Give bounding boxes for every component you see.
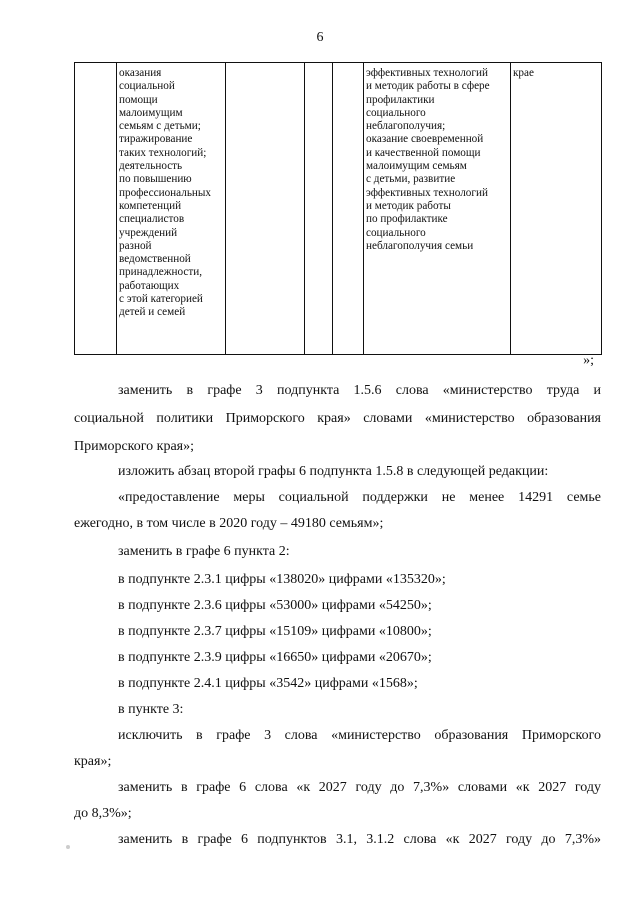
table-cell-line: малоимущим семьям bbox=[366, 160, 467, 173]
paragraph-line: в подпункте 2.3.7 цифры «15109» цифрами «10800»; bbox=[118, 624, 432, 639]
paragraph-line: «предоставление меры социальной поддержки не менее 14291 семье bbox=[118, 490, 601, 505]
continued-table bbox=[74, 62, 602, 355]
paragraph-line: исключить в графе 3 слова «министерство образования Приморского bbox=[118, 728, 601, 743]
table-cell-line: и качественной помощи bbox=[366, 146, 481, 159]
table-cell-line: специалистов bbox=[119, 213, 185, 226]
table-cell-line: таких технологий; bbox=[119, 146, 207, 159]
table-cell-line: социальной bbox=[119, 80, 175, 93]
table-row bbox=[75, 63, 602, 355]
paragraph-line: заменить в графе 6 пункта 2: bbox=[118, 544, 290, 559]
table-cell-line: малоимущим bbox=[119, 106, 183, 119]
table-cell-line: учреждений bbox=[119, 226, 178, 239]
paragraph-line: ежегодно, в том числе в 2020 году – 49180 семьям»; bbox=[74, 516, 384, 531]
paragraph-line: изложить абзац второй графы 6 подпункта 1.5.8 в следующей редакции: bbox=[118, 464, 549, 479]
paragraph-line: заменить в графе 6 подпунктов 3.1, 3.1.2 слова «к 2027 году до 7,3%» bbox=[118, 832, 601, 847]
table-cell-line: по профилактике bbox=[366, 213, 448, 226]
paragraph-line: до 8,3%»; bbox=[74, 806, 132, 821]
table-cell-line: неблагополучия; bbox=[366, 120, 446, 133]
table-cell-line: тиражирование bbox=[119, 133, 193, 146]
paragraph-line: в пункте 3: bbox=[118, 702, 184, 717]
table-cell-line: работающих bbox=[119, 279, 180, 292]
paragraph-line: в подпункте 2.3.6 цифры «53000» цифрами «54250»; bbox=[118, 598, 432, 613]
paragraph-line: социальной политики Приморского края» словами «министерство образования bbox=[74, 411, 601, 426]
paragraph-line: в подпункте 2.4.1 цифры «3542» цифрами «1568»; bbox=[118, 676, 418, 691]
table-cell-line: ведомственной bbox=[119, 253, 191, 266]
table-cell-line: профилактики bbox=[366, 93, 435, 106]
table-cell-line: по повышению bbox=[119, 173, 192, 186]
table-cell-col6 bbox=[364, 63, 511, 355]
paragraph-line: в подпункте 2.3.9 цифры «16650» цифрами «20670»; bbox=[118, 650, 432, 665]
col7-text: крае bbox=[513, 67, 534, 79]
table-cell-line: разной bbox=[119, 239, 152, 252]
table-cell-line: с этой категорией bbox=[119, 293, 203, 306]
table-cell-line: семьям с детьми; bbox=[119, 120, 201, 133]
closing-quote: »; bbox=[583, 353, 594, 368]
col2-text bbox=[117, 63, 225, 320]
table-cell-col5 bbox=[333, 63, 364, 355]
table-cell-line: детей и семей bbox=[119, 306, 186, 319]
table-cell-line: принадлежности, bbox=[119, 266, 202, 279]
table-cell-col7 bbox=[511, 63, 602, 355]
table-cell-line: профессиональных bbox=[119, 186, 212, 199]
table-cell-line: неблагополучия семьи bbox=[366, 239, 474, 252]
table-cell-line: эффективных технологий bbox=[366, 67, 488, 79]
col6-text bbox=[364, 63, 510, 253]
table-cell-line: помощи bbox=[119, 93, 158, 106]
table-cell-line: оказание своевременной bbox=[366, 133, 484, 146]
paragraph-line: заменить в графе 3 подпункта 1.5.6 слова «министерство труда и bbox=[118, 383, 601, 398]
table-cell-line: оказания bbox=[119, 67, 162, 79]
page-number: 6 bbox=[316, 30, 324, 45]
table-cell-col4 bbox=[305, 63, 333, 355]
table-cell-line: социального bbox=[366, 106, 426, 119]
table-cell-line: деятельность bbox=[119, 160, 183, 173]
table-cell-line: и методик работы в сфере bbox=[366, 80, 490, 93]
table-cell-line: с детьми, развитие bbox=[366, 173, 456, 186]
table-cell-line: социального bbox=[366, 226, 426, 239]
table-cell-col3 bbox=[226, 63, 305, 355]
paragraph-line: в подпункте 2.3.1 цифры «138020» цифрами «135320»; bbox=[118, 572, 446, 587]
paragraph-line: края»; bbox=[74, 754, 112, 769]
table-cell-line: эффективных технологий bbox=[366, 186, 488, 199]
scan-speck bbox=[66, 845, 70, 849]
paragraph-line: Приморского края»; bbox=[74, 439, 195, 454]
table-cell-col2 bbox=[117, 63, 226, 355]
table-cell-col1 bbox=[75, 63, 117, 355]
table-cell-line: компетенций bbox=[119, 199, 182, 212]
paragraph-line: заменить в графе 6 слова «к 2027 году до 7,3%» словами «к 2027 году bbox=[118, 780, 601, 795]
table-cell-line: и методик работы bbox=[366, 199, 451, 212]
